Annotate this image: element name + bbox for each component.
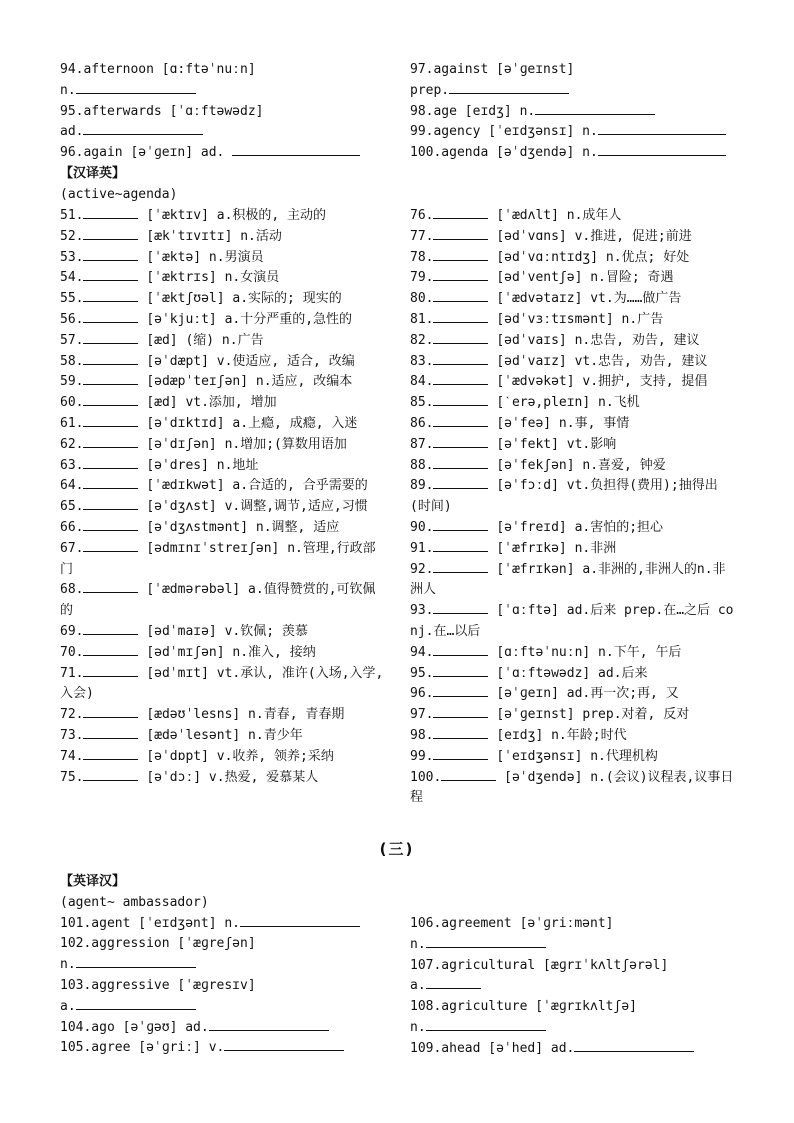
c2e-header	[60, 164, 380, 206]
vocab-entry	[60, 622, 385, 643]
vocab-entry	[410, 310, 735, 331]
vocab-entry	[60, 435, 385, 456]
entry-line: a.	[410, 976, 750, 997]
answer-blank[interactable]	[83, 414, 138, 427]
vocab-entry	[60, 310, 385, 331]
answer-blank[interactable]	[83, 622, 138, 635]
answer-blank[interactable]	[433, 310, 488, 323]
entry-number: 64.	[60, 478, 84, 494]
entry-number: 73.	[60, 727, 84, 743]
answer-blank[interactable]	[433, 331, 488, 344]
vocab-entry	[60, 539, 385, 581]
answer-blank[interactable]	[83, 456, 138, 469]
entry-number: 98.	[410, 727, 434, 743]
entry-definition: [əˈdɪktɪd] a.上瘾, 成瘾, 入迷	[146, 415, 358, 431]
answer-blank[interactable]	[433, 352, 488, 365]
answer-blank[interactable]	[83, 497, 138, 510]
entry-number: 92.	[410, 561, 434, 577]
answer-blank[interactable]	[433, 560, 488, 573]
vocab-entry	[60, 268, 385, 289]
answer-blank[interactable]	[240, 914, 360, 927]
entry-number: 97.	[410, 707, 434, 723]
entry-number: 78.	[410, 249, 434, 265]
section-title: (三)	[379, 840, 415, 858]
entry-number: 61.	[60, 415, 84, 431]
answer-blank[interactable]	[83, 393, 138, 406]
entry-definition: [əˈdʒendə] n.(会议)议程表,议事日程	[410, 769, 734, 806]
vocab-entry	[60, 352, 385, 373]
entry-number: 96.	[410, 686, 434, 702]
entry-definition: [ˈædvəkət] v.拥护, 支持, 提倡	[496, 374, 708, 390]
entry-definition: [ˈæfrɪkən] a.非洲的,非洲人的n.非洲人	[410, 561, 726, 598]
answer-blank[interactable]	[449, 81, 569, 94]
vocab-entry	[60, 643, 385, 664]
entry-definition: [əˈdɒpt] v.收养, 领养;采纳	[146, 748, 334, 764]
answer-blank[interactable]	[433, 476, 488, 489]
answer-blank[interactable]	[83, 643, 138, 656]
entry-line: 98.age [eɪdʒ] n.	[410, 102, 750, 123]
answer-blank[interactable]	[433, 643, 488, 656]
entry-number: 90.	[410, 519, 434, 535]
vocab-entry	[410, 601, 735, 643]
entry-line: n.	[410, 935, 750, 956]
entry-definition: [ˈɑːftəwədz] ad.后来	[496, 665, 648, 681]
answer-blank[interactable]	[433, 705, 488, 718]
answer-blank[interactable]	[76, 997, 196, 1010]
entry-number: 94.	[410, 644, 434, 660]
entry-definition: [əˈfeə] n.事, 事情	[496, 415, 630, 431]
entry-definition: [əˈfɔːd] vt.负担得(费用);抽得出(时间)	[410, 478, 718, 515]
entry-definition: [ɑːftəˈnuːn] n.下午, 午后	[496, 644, 682, 660]
answer-blank[interactable]	[83, 747, 138, 760]
answer-blank[interactable]	[83, 206, 138, 219]
answer-blank[interactable]	[83, 768, 138, 781]
vocab-entry	[410, 518, 735, 539]
answer-blank[interactable]	[426, 1018, 546, 1031]
answer-blank[interactable]	[83, 726, 138, 739]
entry-definition: [æd] vt.添加, 增加	[146, 395, 277, 411]
answer-blank[interactable]	[433, 747, 488, 760]
vocab-entry	[410, 768, 735, 810]
vocab-entry	[60, 289, 385, 310]
entry-definition: [ədæpˈteɪʃən] n.适应, 改编本	[146, 374, 353, 390]
entry-definition: [əˈfreɪd] a.害怕的;担心	[496, 519, 664, 535]
answer-blank[interactable]	[83, 476, 138, 489]
answer-blank[interactable]	[433, 684, 488, 697]
upper-right-column	[410, 60, 750, 164]
answer-blank[interactable]	[433, 248, 488, 261]
vocab-entry	[60, 372, 385, 393]
entry-definition: [ədˈventʃə] n.冒险; 奇遇	[496, 270, 674, 286]
vocab-entry	[410, 289, 735, 310]
entry-number: 66.	[60, 519, 84, 535]
entry-line: prep.	[410, 81, 750, 102]
entry-definition: [əˈdɪʃən] n.增加;(算数用语加	[146, 436, 347, 452]
vocab-entry	[410, 560, 735, 602]
entry-definition: [ˈeɪdʒənsɪ] n.代理机构	[496, 748, 658, 764]
vocab-entry	[410, 206, 735, 227]
vocab-entry	[410, 435, 735, 456]
entry-number: 56.	[60, 311, 84, 327]
entry-definition: [əˈkjuːt] a.十分严重的,急性的	[146, 311, 353, 327]
answer-blank[interactable]	[83, 268, 138, 281]
entry-number: 88.	[410, 457, 434, 473]
vocab-entry	[410, 414, 735, 435]
entry-definition: [eɪdʒ] n.年龄;时代	[496, 727, 627, 743]
answer-blank[interactable]	[535, 102, 655, 115]
entry-line: 103.aggressive [ˈæɡresɪv]	[60, 977, 256, 993]
answer-blank[interactable]	[598, 143, 726, 156]
answer-blank[interactable]	[209, 1018, 329, 1031]
entry-number: 83.	[410, 353, 434, 369]
entry-number: 55.	[60, 291, 84, 307]
answer-blank[interactable]	[433, 518, 488, 531]
vocab-entry	[410, 726, 735, 747]
vocab-entry	[410, 705, 735, 726]
entry-line: n.	[60, 81, 400, 102]
entry-definition: [ˈæktrɪs] n.女演员	[146, 270, 280, 286]
entry-line: 101.agent [ˈeɪdʒənt] n.	[60, 914, 400, 935]
vocab-entry	[60, 227, 385, 248]
answer-blank[interactable]	[433, 289, 488, 302]
c2e-left-column	[60, 206, 385, 788]
answer-blank[interactable]	[83, 310, 138, 323]
entry-definition: [ədmɪnɪˈstreɪʃən] n.管理,行政部门	[60, 540, 376, 577]
entry-number: 70.	[60, 644, 84, 660]
entry-definition: [ˈæktʃʊəl] a.实际的; 现实的	[146, 291, 342, 307]
vocab-entry	[60, 476, 385, 497]
vocab-entry	[60, 206, 385, 227]
answer-blank[interactable]	[433, 435, 488, 448]
entry-line: n.	[60, 955, 400, 976]
entry-line: ad.	[60, 122, 400, 143]
answer-blank[interactable]	[426, 976, 481, 989]
entry-line: 102.aggression [ˈæɡreʃən]	[60, 936, 256, 952]
answer-blank[interactable]	[433, 414, 488, 427]
entry-definition: [ædəˈlesənt] n.青少年	[146, 727, 303, 743]
entry-number: 68.	[60, 582, 84, 598]
entry-definition: [ədˈmɪt] vt.承认, 准许(入场,入学, 入会)	[60, 665, 384, 702]
entry-number: 74.	[60, 748, 84, 764]
entry-line: a.	[60, 997, 400, 1018]
entry-definition: [əˈdɔː] v.热爱, 爱慕某人	[146, 769, 319, 785]
answer-blank[interactable]	[83, 248, 138, 261]
answer-blank[interactable]	[83, 122, 203, 135]
entry-number: 60.	[60, 395, 84, 411]
entry-definition: [əˈdres] n.地址	[146, 457, 259, 473]
section-heading: 【英译汉】	[60, 874, 126, 889]
answer-blank[interactable]	[83, 580, 138, 593]
entry-definition: [əˈdʒʌstmənt] n.调整, 适应	[146, 519, 340, 535]
entry-number: 82.	[410, 332, 434, 348]
entry-number: 86.	[410, 415, 434, 431]
entry-number: 59.	[60, 374, 84, 390]
vocab-entry	[410, 331, 735, 352]
vocab-entry	[410, 227, 735, 248]
entry-line: 107.agricultural [æɡrɪˈkʌltʃərəl]	[410, 957, 669, 973]
answer-blank[interactable]	[441, 768, 496, 781]
section-range: (agent~ ambassador)	[60, 894, 209, 910]
entry-definition: [əˈdʒʌst] v.调整,调节,适应,习惯	[146, 499, 368, 515]
section3-left-column	[60, 872, 400, 1059]
answer-blank[interactable]	[224, 1038, 344, 1051]
entry-number: 76.	[410, 208, 434, 223]
entry-definition: [ədˈvaɪs] n.忠告, 劝告, 建议	[496, 332, 700, 348]
entry-definition: [ædəʊˈlesns] n.青春, 青春期	[146, 707, 345, 723]
entry-number: 58.	[60, 353, 84, 369]
entry-number: 62.	[60, 436, 84, 452]
entry-definition: [əˈfekt] vt.影响	[496, 436, 617, 452]
entry-definition: [ˈæktə] n.男演员	[146, 249, 264, 265]
entry-definition: [ˋerə,pleɪn] n.飞机	[496, 395, 640, 411]
vocab-entry	[60, 497, 385, 518]
answer-blank[interactable]	[433, 393, 488, 406]
entry-definition: [ˈɑːftə] ad.后来 prep.在…之后 conj.在…以后	[410, 603, 734, 639]
answer-blank[interactable]	[83, 705, 138, 718]
vocab-entry	[60, 747, 385, 768]
entry-definition: [ˈæktɪv] a.积极的, 主动的	[146, 208, 327, 223]
vocab-entry	[60, 768, 385, 789]
answer-blank[interactable]	[83, 227, 138, 240]
entry-line: n.	[410, 1018, 750, 1039]
answer-blank[interactable]	[426, 935, 546, 948]
entry-number: 100.	[410, 769, 442, 785]
entry-definition: [əˈɡeɪnst] prep.对着, 反对	[496, 707, 690, 723]
answer-blank[interactable]	[83, 331, 138, 344]
vocab-entry	[60, 726, 385, 747]
entry-definition: [ədˈvaɪz] vt.忠告, 劝告, 建议	[496, 353, 708, 369]
entry-definition: [ˈædʌlt] n.成年人	[496, 208, 622, 223]
entry-line: 105.agree [əˈɡriː] v.	[60, 1038, 400, 1059]
entry-number: 65.	[60, 499, 84, 515]
vocab-entry	[60, 456, 385, 477]
entry-number: 80.	[410, 291, 434, 307]
entry-number: 81.	[410, 311, 434, 327]
entry-line: 108.agriculture [ˈæɡrɪkʌltʃə]	[410, 999, 637, 1015]
entry-number: 87.	[410, 436, 434, 452]
entry-definition: [ˈædɪkwət] a.合适的, 合乎需要的	[146, 478, 368, 494]
entry-number: 93.	[410, 603, 434, 619]
entry-line: 100.agenda [əˈdʒendə] n.	[410, 143, 750, 164]
entry-number: 63.	[60, 457, 84, 473]
vocab-entry	[410, 372, 735, 393]
vocab-entry	[410, 684, 735, 705]
section3-right-column	[410, 914, 750, 1060]
vocab-entry	[410, 539, 735, 560]
entry-number: 91.	[410, 540, 434, 556]
entry-number: 84.	[410, 374, 434, 390]
entry-definition: [ˈædmərəbəl] a.值得赞赏的,可钦佩的	[60, 582, 376, 619]
entry-number: 79.	[410, 270, 434, 286]
entry-definition: [ədˈmaɪə] v.钦佩; 羡慕	[146, 623, 308, 639]
entry-number: 51.	[60, 208, 84, 223]
entry-definition: [ˈæfrɪkə] n.非洲	[496, 540, 617, 556]
entry-definition: [əˈfekʃən] n.喜爱, 钟爱	[496, 457, 666, 473]
vocab-entry	[410, 643, 735, 664]
entry-number: 52.	[60, 228, 84, 244]
answer-blank[interactable]	[433, 227, 488, 240]
entry-definition: [ækˈtɪvɪtɪ] n.活动	[146, 228, 282, 244]
vocab-entry	[410, 268, 735, 289]
answer-blank[interactable]	[83, 372, 138, 385]
answer-blank[interactable]	[433, 601, 488, 614]
entry-number: 99.	[410, 748, 434, 764]
entry-number: 89.	[410, 478, 434, 494]
answer-blank[interactable]	[83, 435, 138, 448]
entry-number: 69.	[60, 623, 84, 639]
entry-line: 94.afternoon [ɑ:ftəˈnuːn]	[60, 62, 256, 77]
entry-line: 97.against [əˈɡeɪnst]	[410, 62, 575, 77]
entry-line: 96.again [əˈɡeɪn] ad.	[60, 143, 400, 164]
entry-definition: [əˈɡeɪn] ad.再一次;再, 又	[496, 686, 679, 702]
entry-definition: [æd] (缩) n.广告	[146, 332, 264, 348]
answer-blank[interactable]	[83, 289, 138, 302]
answer-blank[interactable]	[574, 1039, 694, 1052]
answer-blank[interactable]	[76, 955, 196, 968]
answer-blank[interactable]	[598, 122, 726, 135]
entry-number: 53.	[60, 249, 84, 265]
upper-left-column	[60, 60, 400, 164]
vocab-entry	[60, 705, 385, 726]
answer-blank[interactable]	[83, 539, 138, 552]
answer-blank[interactable]	[232, 143, 360, 156]
answer-blank[interactable]	[83, 664, 138, 677]
entry-line: 109.ahead [əˈhed] ad.	[410, 1039, 750, 1060]
vocab-entry	[60, 580, 385, 622]
vocab-entry	[60, 518, 385, 539]
entry-line: 104.ago [əˈɡəʊ] ad.	[60, 1018, 400, 1039]
answer-blank[interactable]	[433, 268, 488, 281]
entry-number: 95.	[410, 665, 434, 681]
vocab-entry	[410, 476, 735, 518]
entry-definition: [ədˈvɑns] v.推进, 促进;前进	[496, 228, 692, 244]
entry-number: 54.	[60, 270, 84, 286]
entry-number: 85.	[410, 395, 434, 411]
entry-definition: [əˈdæpt] v.使适应, 适合, 改编	[146, 353, 355, 369]
vocab-entry	[410, 352, 735, 373]
entry-definition: [ədˈvɑːntɪdʒ] n.优点; 好处	[496, 249, 690, 265]
section-range: (active~agenda)	[60, 186, 178, 202]
answer-blank[interactable]	[433, 206, 488, 219]
entry-number: 57.	[60, 332, 84, 348]
entry-number: 67.	[60, 540, 84, 556]
vocab-entry	[410, 456, 735, 477]
entry-definition: [ədˈvɜːtɪsmənt] n.广告	[496, 311, 664, 327]
vocab-entry	[410, 747, 735, 768]
answer-blank[interactable]	[433, 664, 488, 677]
vocab-entry	[410, 248, 735, 269]
entry-definition: [ədˈmɪʃən] n.准入, 接纳	[146, 644, 316, 660]
entry-number: 75.	[60, 769, 84, 785]
entry-definition: [ˈædvətaɪz] vt.为……做广告	[496, 291, 682, 307]
entry-line: 106.agreement [əˈɡriːmənt]	[410, 916, 614, 931]
entry-line: 95.afterwards [ˈɑːftəwədz]	[60, 103, 264, 119]
c2e-right-column	[410, 206, 735, 809]
entry-line: 99.agency [ˈeɪdʒənsɪ] n.	[410, 122, 750, 143]
answer-blank[interactable]	[433, 372, 488, 385]
vocab-entry	[60, 331, 385, 352]
entry-number: 72.	[60, 707, 84, 723]
section-heading: 【汉译英】	[60, 166, 126, 181]
vocab-entry	[60, 664, 385, 706]
vocab-entry	[60, 414, 385, 435]
answer-blank[interactable]	[76, 81, 196, 94]
vocab-entry	[410, 393, 735, 414]
answer-blank[interactable]	[433, 456, 488, 469]
answer-blank[interactable]	[433, 726, 488, 739]
answer-blank[interactable]	[83, 352, 138, 365]
vocab-entry	[410, 664, 735, 685]
answer-blank[interactable]	[83, 518, 138, 531]
entry-number: 71.	[60, 665, 84, 681]
vocab-entry	[60, 248, 385, 269]
answer-blank[interactable]	[433, 539, 488, 552]
vocab-entry	[60, 393, 385, 414]
entry-number: 77.	[410, 228, 434, 244]
